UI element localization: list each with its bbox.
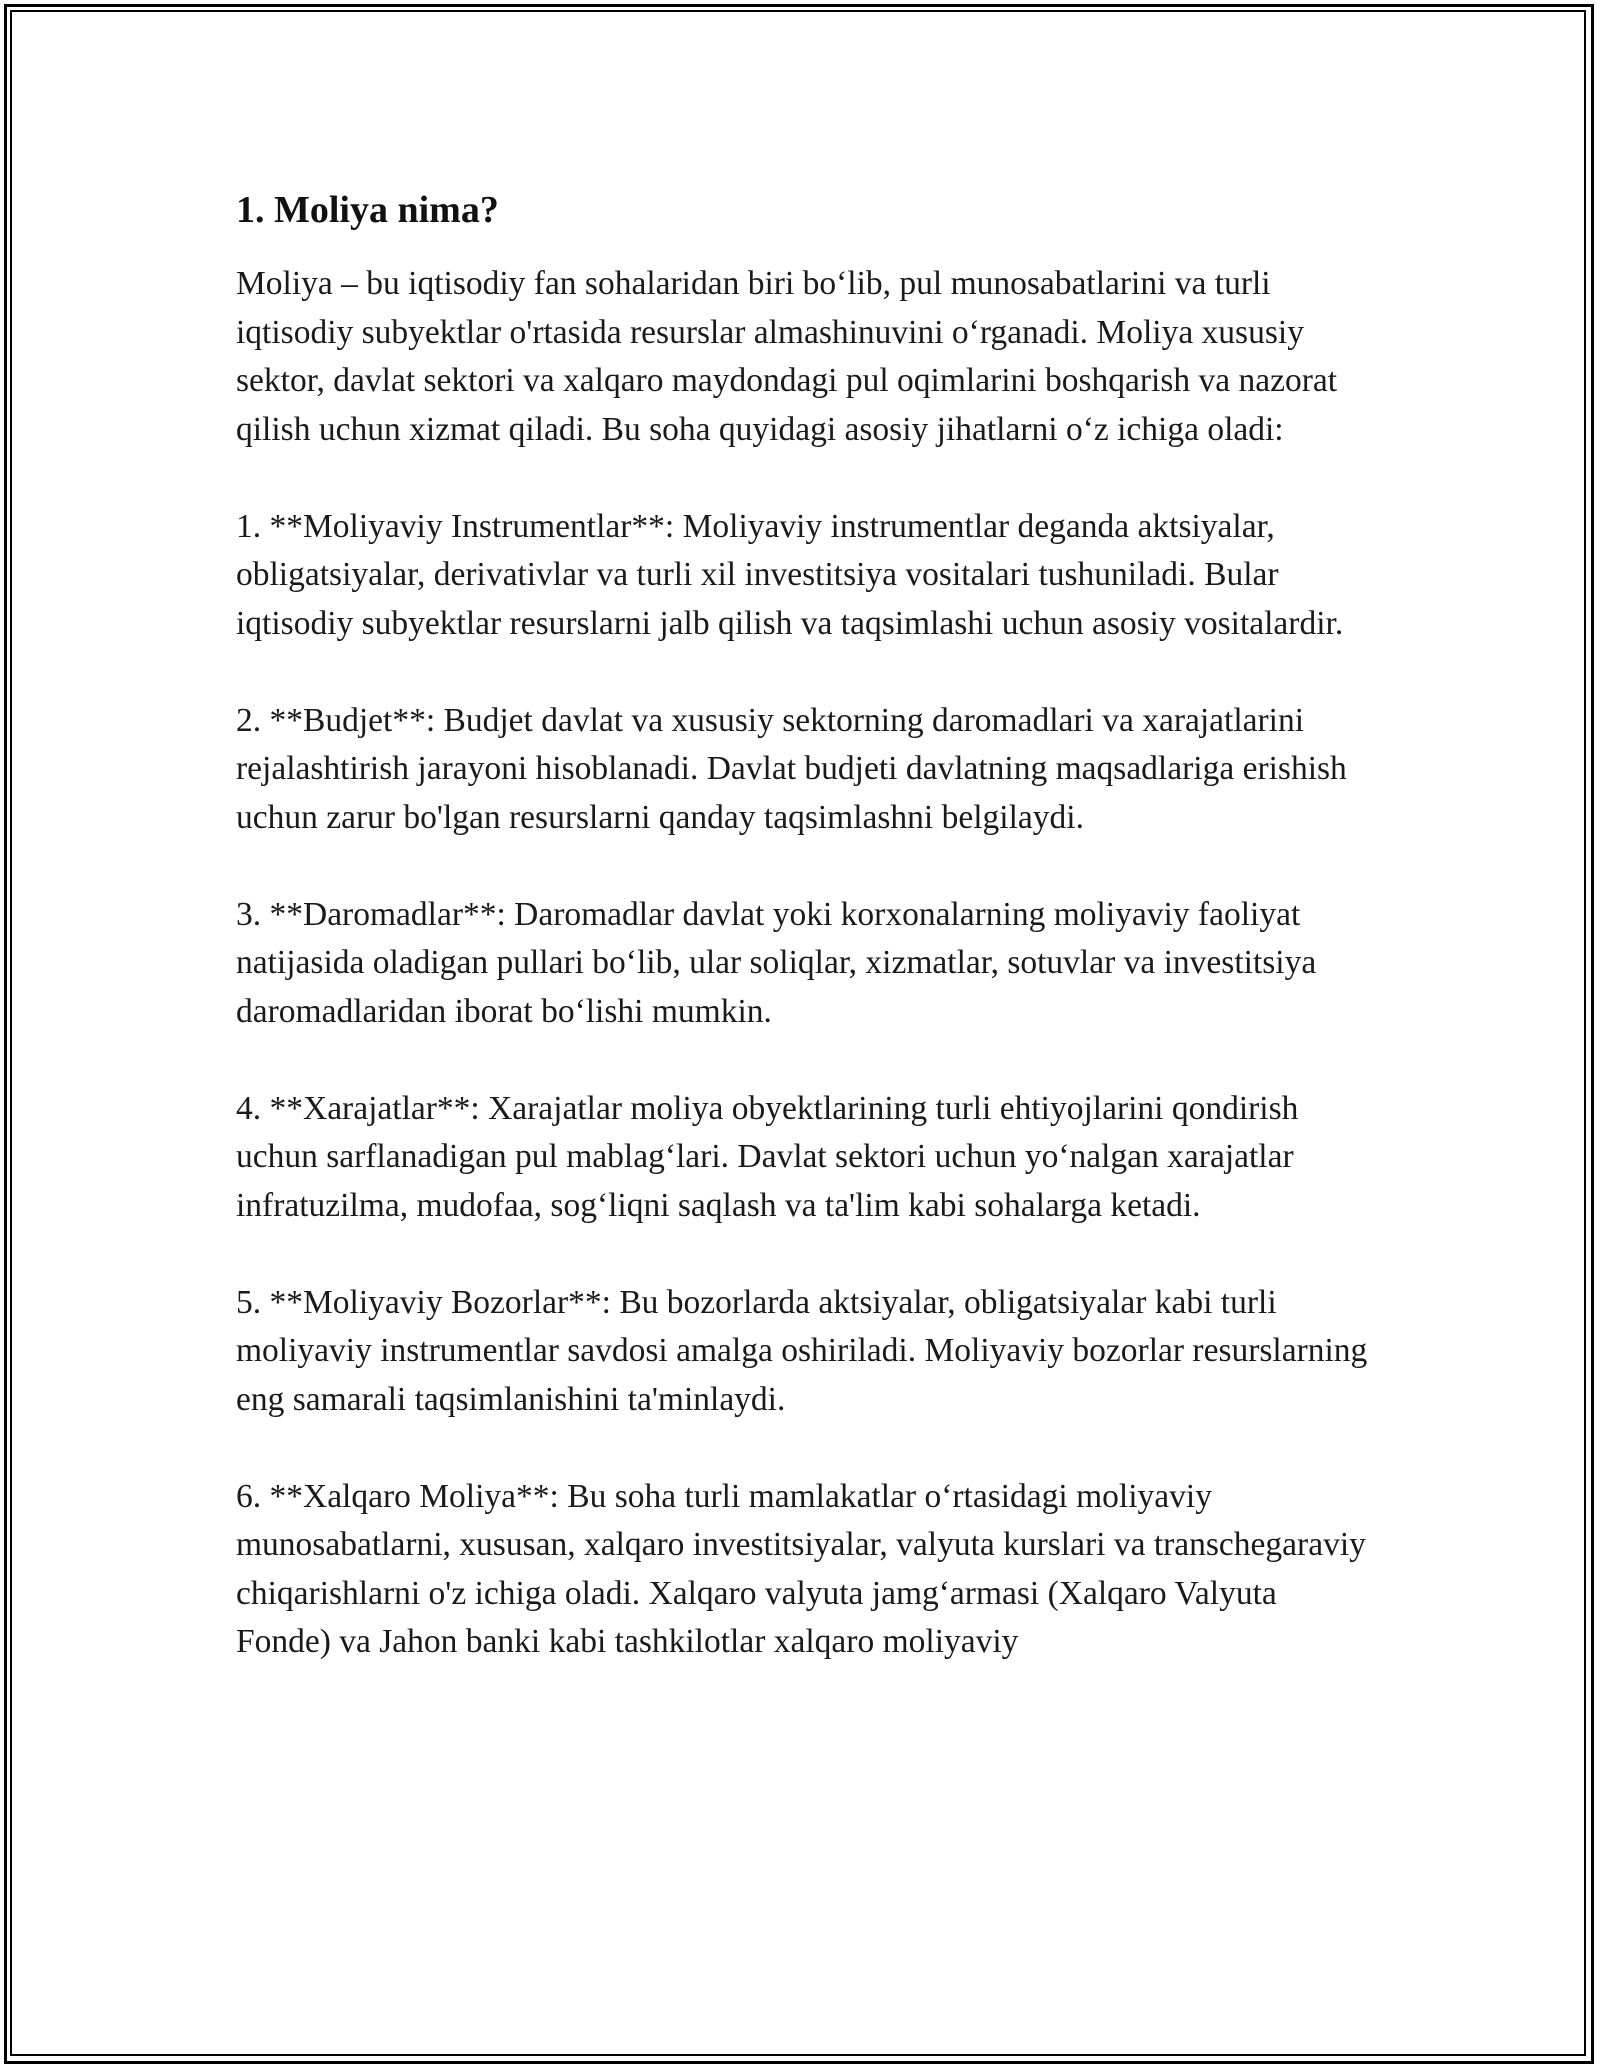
list-item-budjet: 2. **Budjet**: Budjet davlat va xususiy sektorning daromadlari va xarajatlarini rejalashtirish jarayoni hisoblanadi. Davlat budjeti davlatning maqsadlariga erishish uchun zarur bo'lgan resurslarni qanday taqsimlashni belgilaydi. (236, 701, 1347, 836)
document-title: 1. Moliya nima? (236, 189, 499, 231)
list-item-xalqaro-moliya: 6. **Xalqaro Moliya**: Bu soha turli mamlakatlar o‘rtasidagi moliyaviy munosabatlarni, xususan, xalqaro investitsiyalar, valyuta kurslari va transchegaraviy chiqarishlarni o'z ichiga oladi. Xalqaro valyuta jamg‘armasi (Xalqaro Valyuta Fonde) va Jahon banki kabi tashkilotlar xalqaro moliyaviy (236, 1477, 1366, 1660)
list-item-instrumentlar: 1. **Moliyaviy Instrumentlar**: Moliyaviy instrumentlar deganda aktsiyalar, obligatsiyalar, derivativlar va turli xil investitsiya vositalari tushuniladi. Bular iqtisodiy subyektlar resurslarni jalb qilish va taqsimlashi uchun asosiy vositalardir. (236, 507, 1344, 642)
intro-paragraph: Moliya – bu iqtisodiy fan sohalaridan biri bo‘lib, pul munosabatlarini va turli iqtisodiy subyektlar o'rtasida resurslar almashinuvini o‘rganadi. Moliya xususiy sektor, davlat sektori va xalqaro maydondagi pul oqimlarini boshqarish va nazorat qilish uchun xizmat qiladi. Bu soha quyidagi asosiy jihatlarni o‘z ichiga oladi: (236, 265, 1338, 448)
list-item-xarajatlar: 4. **Xarajatlar**: Xarajatlar moliya obyektlarining turli ehtiyojlarini qondirish uchun sarflanadigan pul mablag‘lari. Davlat sektori uchun yo‘nalgan xarajatlar infratuzilma, mudofaa, sog‘liqni saqlash va ta'lim kabi sohalarga ketadi. (236, 1089, 1299, 1224)
list-item-daromadlar: 3. **Daromadlar**: Daromadlar davlat yoki korxonalarning moliyaviy faoliyat natijasida oladigan pullari bo‘lib, ular soliqlar, xizmatlar, sotuvlar va investitsiya daromadlaridan iborat bo‘lishi mumkin. (236, 895, 1317, 1030)
list-item-bozorlar: 5. **Moliyaviy Bozorlar**: Bu bozorlarda aktsiyalar, obligatsiyalar kabi turli moliyaviy instrumentlar savdosi amalga oshiriladi. Moliyaviy bozorlar resurslarning eng samarali taqsimlanishini ta'minlaydi. (236, 1283, 1368, 1418)
document-body (236, 186, 1376, 1667)
